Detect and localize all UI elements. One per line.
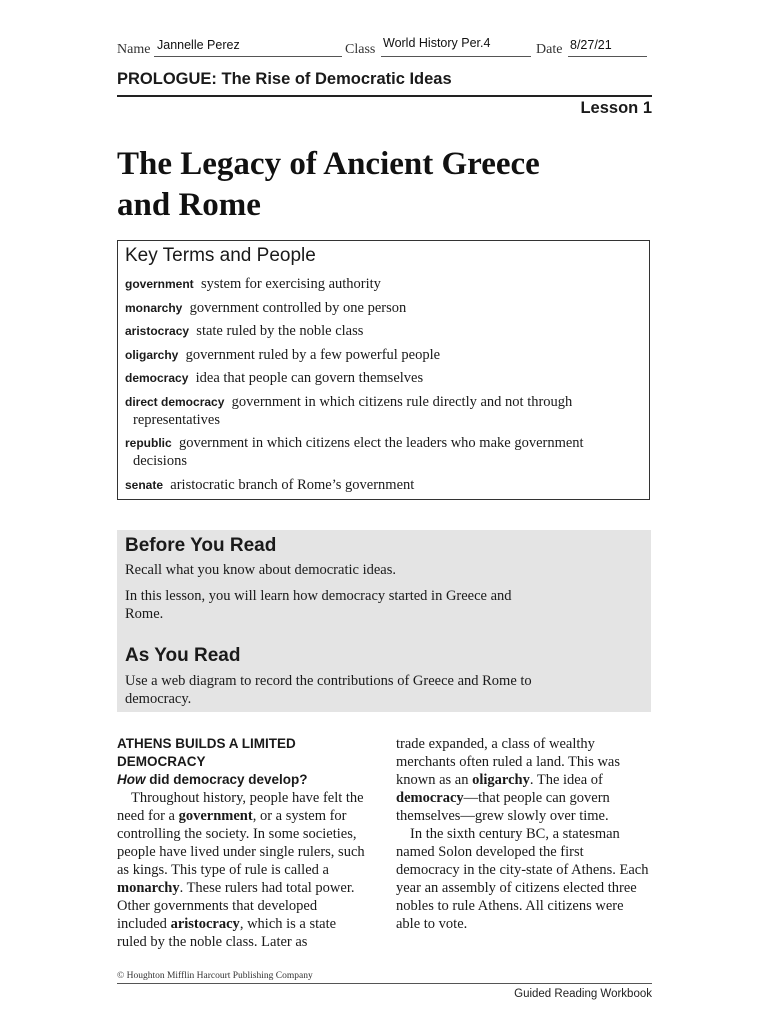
body-bold-term: democracy: [396, 790, 464, 806]
key-term-item: [125, 434, 635, 470]
date-label: Date: [536, 42, 563, 57]
key-term-item: [125, 322, 635, 340]
name-field[interactable]: Jannelle Perez: [157, 38, 240, 52]
body-paragraph: [396, 735, 650, 825]
key-term-item: [125, 369, 635, 387]
before-you-read-text-1: Recall what you know about democratic ideas.: [125, 562, 396, 578]
key-term-word: oligarchy: [125, 347, 179, 362]
key-term-word: monarchy: [125, 300, 183, 315]
body-bold-term: monarchy: [117, 880, 180, 896]
key-term-item: [125, 299, 635, 317]
key-terms-box: [117, 240, 650, 500]
class-label: Class: [345, 42, 376, 57]
footer-rule: [117, 983, 652, 984]
key-term-item: [125, 476, 635, 494]
copyright-notice: © Houghton Mifflin Harcourt Publishing Company: [117, 971, 313, 981]
body-column-right: [396, 735, 650, 933]
body-text: —that people can govern themselves—grew slowly over time.: [396, 790, 610, 824]
as-you-read-text: Use a web diagram to record the contributions of Greece and Rome to democracy.: [125, 673, 532, 707]
page-title: [117, 144, 677, 226]
key-term-word: direct democracy: [125, 394, 225, 409]
key-term-word: senate: [125, 477, 164, 492]
section-question: [117, 771, 369, 789]
body-paragraph: In the sixth century BC, a statesman named Solon developed the first democracy in the city-state of Athens. Each year an assembly of citizens elected three nobles to rule Athens. All citizens were able to vote.: [396, 826, 649, 932]
key-term-item: [125, 393, 635, 429]
header-rule: [117, 95, 652, 97]
footer-label: Guided Reading Workbook: [514, 988, 652, 1000]
reading-guide-panel: [117, 530, 651, 712]
lesson-label: Lesson 1: [580, 99, 652, 117]
body-bold-term: government: [178, 808, 253, 824]
as-you-read-heading: As You Read: [125, 645, 241, 666]
key-term-word: government: [125, 277, 194, 291]
body-paragraph: [117, 789, 369, 951]
name-label: Name: [117, 42, 151, 57]
key-term-definition: idea that people can govern themselves: [195, 370, 424, 386]
before-you-read-heading: Before You Read: [125, 535, 277, 556]
key-terms-heading: Key Terms and People: [125, 245, 316, 266]
section-question-emphasis: How: [117, 772, 146, 787]
key-term-definition: government controlled by one person: [189, 299, 407, 316]
key-term-definition: state ruled by the noble class: [196, 323, 364, 339]
body-text: . These rulers had total power. Other governments that developed included: [117, 880, 355, 932]
key-term-item: [125, 275, 635, 293]
section-question-rest: did democracy develop?: [145, 772, 308, 787]
body-text: . The idea of: [529, 772, 603, 788]
key-term-definition: government in which citizens elect the leaders who make government decisions: [133, 435, 584, 469]
page-title-line-1: The Legacy of Ancient Greece: [117, 146, 540, 182]
key-term-word: aristocracy: [125, 324, 190, 338]
key-term-item: [125, 346, 635, 364]
body-text: trade expanded, a class of wealthy merchants often ruled a land. This was known as an: [396, 736, 621, 788]
key-term-definition: system for exercising authority: [200, 276, 381, 292]
date-field[interactable]: 8/27/21: [570, 38, 612, 52]
section-heading: ATHENS BUILDS A LIMITED DEMOCRACY: [117, 736, 296, 769]
key-term-definition: government ruled by a few powerful people: [185, 346, 441, 363]
body-text: Throughout history, people have felt the need for a: [117, 790, 364, 824]
key-term-definition: government in which citizens rule directly and not through representatives: [133, 393, 573, 428]
prologue-heading: PROLOGUE: The Rise of Democratic Ideas: [117, 70, 452, 88]
key-term-definition: aristocratic branch of Rome’s government: [170, 476, 415, 493]
before-you-read-text-2: In this lesson, you will learn how democracy started in Greece and Rome.: [125, 588, 512, 622]
body-column-left: [117, 735, 369, 951]
key-terms-list: [125, 275, 635, 499]
key-term-word: democracy: [125, 371, 189, 385]
body-bold-term: oligarchy: [472, 772, 530, 788]
body-bold-term: aristocracy: [170, 916, 240, 932]
class-field[interactable]: World History Per.4: [383, 36, 491, 50]
key-term-word: republic: [125, 436, 172, 450]
body-text: , or a system for controlling the society. In some societies, people have lived under single rulers, such as kings. This type of rule is called a: [117, 808, 365, 878]
body-text: , which is a state ruled by the noble class. Later as: [117, 916, 337, 950]
page-title-line-2: and Rome: [117, 187, 261, 223]
